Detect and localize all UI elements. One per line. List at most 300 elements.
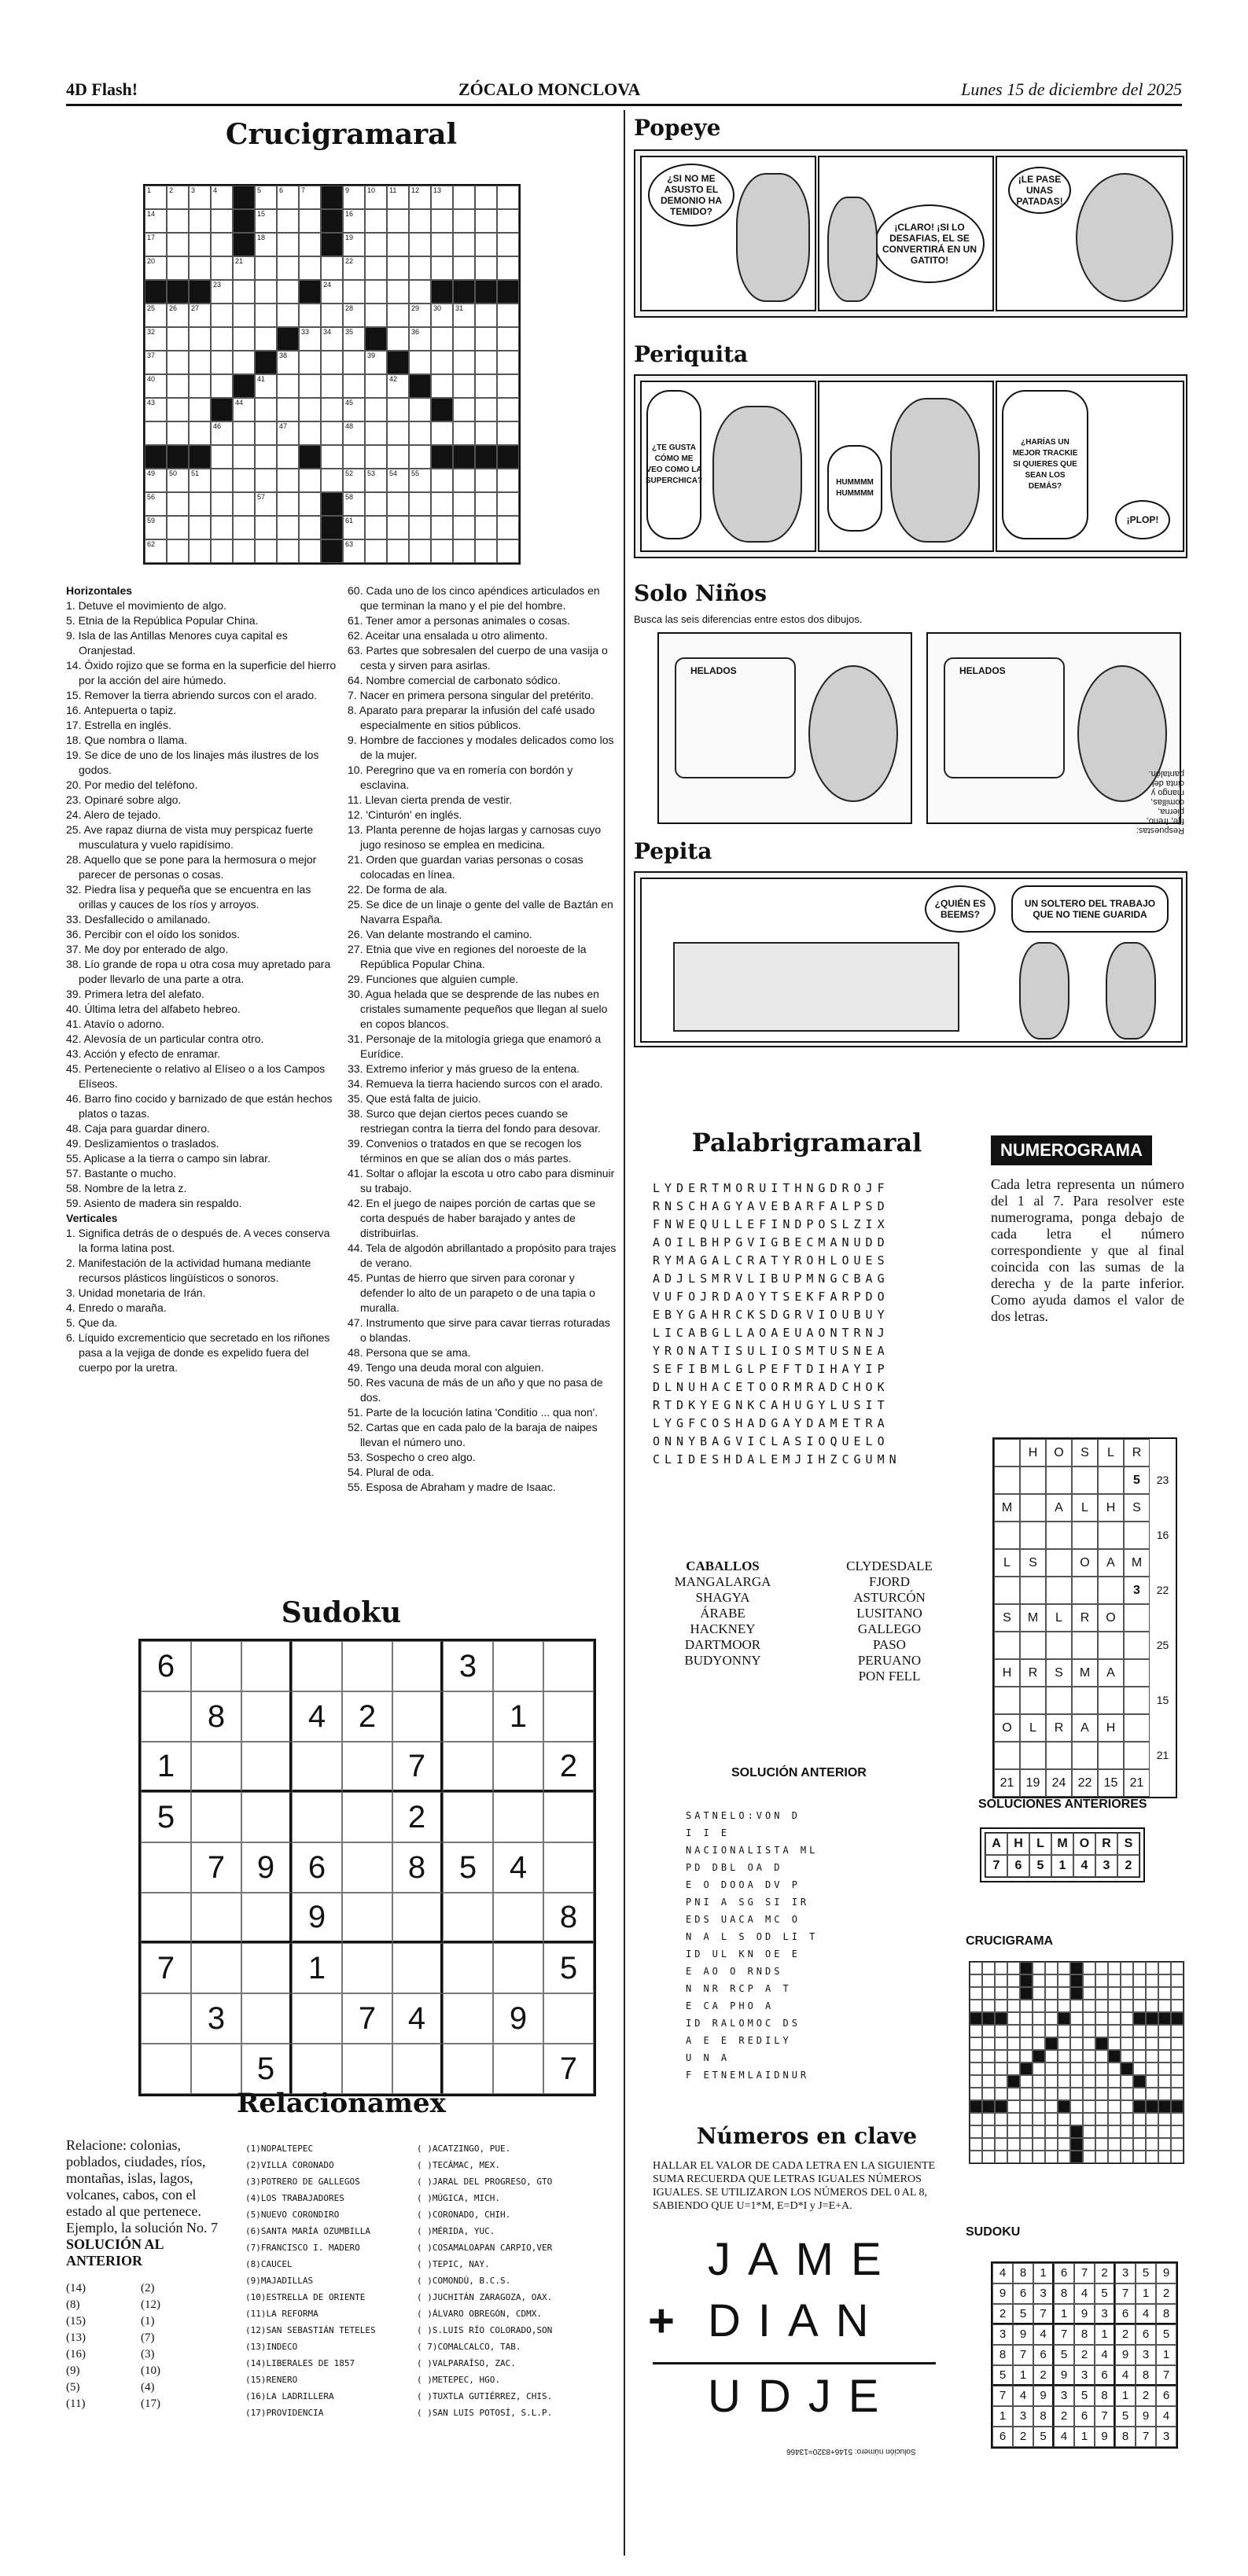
crossword-cell[interactable]	[167, 327, 189, 351]
crossword-cell[interactable]	[409, 304, 431, 327]
crossword-cell[interactable]	[167, 421, 189, 445]
crossword-cell[interactable]	[453, 186, 475, 209]
relacionamex-state[interactable]: ( )JUCHITÁN ZARAGOZA, OAX.	[417, 2292, 553, 2302]
crossword-cell[interactable]	[211, 469, 233, 492]
numerograma-cell[interactable]: M	[1124, 1549, 1150, 1577]
sudoku-cell[interactable]	[543, 1691, 594, 1742]
sudoku-cell[interactable]	[141, 1993, 191, 2044]
relacionamex-places[interactable]	[245, 2140, 376, 2421]
sudoku-cell[interactable]	[241, 1792, 292, 1842]
crossword-cell[interactable]	[145, 469, 167, 492]
crossword-cell[interactable]	[343, 539, 365, 563]
crossword-cell[interactable]	[145, 421, 167, 445]
crossword-cell[interactable]	[299, 186, 321, 209]
relacionamex-state[interactable]: ( )VALPARAÍSO, ZAC.	[417, 2358, 516, 2368]
crossword-cell[interactable]	[211, 492, 233, 516]
crossword-cell[interactable]	[189, 351, 211, 374]
sudoku-cell[interactable]	[141, 1842, 191, 1893]
crossword-cell[interactable]	[409, 186, 431, 209]
numerograma-cell[interactable]	[1072, 1522, 1098, 1549]
crossword-cell[interactable]	[211, 421, 233, 445]
sudoku-cell[interactable]	[292, 2044, 342, 2094]
sudoku-cell[interactable]	[342, 1742, 392, 1792]
relacionamex-state[interactable]: ( )MÚGICA, MICH.	[417, 2193, 500, 2203]
crossword-cell[interactable]	[233, 492, 255, 516]
crossword-cell[interactable]	[299, 516, 321, 539]
crossword-cell[interactable]	[255, 492, 277, 516]
numerograma-cell[interactable]: 3	[1124, 1577, 1150, 1604]
numerograma-cell[interactable]	[994, 1466, 1020, 1494]
crossword-cell[interactable]	[365, 469, 387, 492]
crossword-cell[interactable]	[233, 539, 255, 563]
crossword-cell[interactable]	[299, 209, 321, 233]
sudoku-cell[interactable]	[443, 1742, 493, 1792]
sudoku-cell[interactable]	[342, 2044, 392, 2094]
crossword-cell[interactable]	[167, 186, 189, 209]
wordsearch-row[interactable]: RNSCHAGYAVEBARFALPSD	[653, 1199, 889, 1213]
crossword-cell[interactable]	[211, 256, 233, 280]
relacionamex-state[interactable]: ( )TUXTLA GUTIÉRREZ, CHIS.	[417, 2391, 553, 2401]
sudoku-cell[interactable]	[342, 1893, 392, 1943]
crossword-cell[interactable]	[409, 327, 431, 351]
sudoku-cell[interactable]	[392, 1893, 443, 1943]
numerograma-cell[interactable]	[1124, 1522, 1150, 1549]
sudoku-cell[interactable]	[292, 1641, 342, 1691]
crossword-cell[interactable]	[343, 445, 365, 469]
crossword-cell[interactable]	[189, 256, 211, 280]
crossword-cell[interactable]	[145, 233, 167, 256]
crossword-cell[interactable]	[255, 516, 277, 539]
sudoku-cell[interactable]	[191, 1893, 241, 1943]
sudoku-cell[interactable]	[493, 2044, 543, 2094]
crossword-cell[interactable]	[145, 304, 167, 327]
relacionamex-state[interactable]: ( )COSAMALOAPAN CARPIO,VER	[417, 2243, 553, 2253]
crossword-cell[interactable]	[211, 186, 233, 209]
numerograma-cell[interactable]	[1072, 1687, 1098, 1714]
numerograma-cell[interactable]: O	[994, 1714, 1020, 1742]
crossword-grid[interactable]	[143, 184, 521, 565]
crossword-cell[interactable]	[277, 539, 299, 563]
numerograma-cell[interactable]	[1020, 1466, 1046, 1494]
crossword-cell[interactable]	[255, 469, 277, 492]
relacionamex-state[interactable]: ( )ÁLVARO OBREGÓN, CDMX.	[417, 2309, 542, 2319]
crossword-cell[interactable]	[321, 351, 343, 374]
crossword-cell[interactable]	[321, 421, 343, 445]
crossword-cell[interactable]	[431, 492, 453, 516]
sudoku-cell[interactable]	[543, 1842, 594, 1893]
crossword-cell[interactable]	[431, 327, 453, 351]
numerograma-cell[interactable]	[1124, 1742, 1150, 1769]
crossword-cell[interactable]	[277, 421, 299, 445]
crossword-cell[interactable]	[233, 327, 255, 351]
crossword-cell[interactable]	[365, 304, 387, 327]
numerograma-cell[interactable]	[1046, 1687, 1072, 1714]
numerograma-cell[interactable]	[994, 1439, 1020, 1466]
crossword-cell[interactable]	[453, 421, 475, 445]
crossword-cell[interactable]	[277, 233, 299, 256]
numerograma-cell[interactable]: L	[1020, 1714, 1046, 1742]
crossword-cell[interactable]	[211, 280, 233, 304]
crossword-cell[interactable]	[431, 374, 453, 398]
wordsearch-row[interactable]: DLNUHACETOORMRADCHOK	[653, 1380, 889, 1394]
numerograma-cell[interactable]: L	[1046, 1604, 1072, 1632]
crossword-cell[interactable]	[167, 233, 189, 256]
numerograma-cell[interactable]: L	[994, 1549, 1020, 1577]
crossword-cell[interactable]	[453, 327, 475, 351]
crossword-cell[interactable]	[343, 421, 365, 445]
crossword-cell[interactable]	[255, 304, 277, 327]
crossword-cell[interactable]	[497, 374, 519, 398]
crossword-cell[interactable]	[431, 469, 453, 492]
numerograma-cell[interactable]: 5	[1124, 1466, 1150, 1494]
numerograma-cell[interactable]: A	[1046, 1494, 1072, 1522]
sudoku-cell[interactable]	[241, 1691, 292, 1742]
crossword-cell[interactable]	[255, 256, 277, 280]
crossword-cell[interactable]	[387, 327, 409, 351]
crossword-cell[interactable]	[299, 398, 321, 421]
crossword-cell[interactable]	[365, 445, 387, 469]
crossword-cell[interactable]	[167, 469, 189, 492]
numerograma-cell[interactable]: R	[1072, 1604, 1098, 1632]
crossword-cell[interactable]	[167, 256, 189, 280]
crossword-cell[interactable]	[255, 186, 277, 209]
crossword-cell[interactable]	[343, 398, 365, 421]
crossword-cell[interactable]	[255, 445, 277, 469]
wordsearch-row[interactable]: EBYGAHRCKSDGRVIOUBUY	[653, 1308, 889, 1322]
crossword-cell[interactable]	[387, 209, 409, 233]
numerograma-cell[interactable]	[994, 1687, 1020, 1714]
crossword-cell[interactable]	[497, 209, 519, 233]
crossword-cell[interactable]	[145, 374, 167, 398]
crossword-cell[interactable]	[387, 421, 409, 445]
numerograma-cell[interactable]	[1124, 1659, 1150, 1687]
sudoku-cell[interactable]	[443, 1792, 493, 1842]
numerograma-cell[interactable]: O	[1098, 1604, 1124, 1632]
crossword-cell[interactable]	[277, 256, 299, 280]
crossword-cell[interactable]	[255, 327, 277, 351]
crossword-cell[interactable]	[409, 233, 431, 256]
crossword-cell[interactable]	[211, 304, 233, 327]
crossword-cell[interactable]	[497, 351, 519, 374]
crossword-cell[interactable]	[299, 304, 321, 327]
crossword-cell[interactable]	[409, 280, 431, 304]
sudoku-cell[interactable]	[392, 1691, 443, 1742]
sudoku-cell[interactable]	[443, 1943, 493, 1993]
numerograma-cell[interactable]: A	[1072, 1714, 1098, 1742]
crossword-cell[interactable]	[299, 256, 321, 280]
crossword-cell[interactable]	[189, 539, 211, 563]
crossword-cell[interactable]	[497, 327, 519, 351]
relacionamex-state[interactable]: ( )TECÁMAC, MEX.	[417, 2160, 500, 2170]
sudoku-cell[interactable]	[443, 2044, 493, 2094]
crossword-cell[interactable]	[321, 280, 343, 304]
sudoku-cell[interactable]	[241, 1993, 292, 2044]
crossword-cell[interactable]	[387, 398, 409, 421]
numerograma-cell[interactable]: H	[1020, 1439, 1046, 1466]
crossword-cell[interactable]	[211, 374, 233, 398]
crossword-cell[interactable]	[299, 351, 321, 374]
relacionamex-state[interactable]: ( )METEPEC, HGO.	[417, 2375, 500, 2385]
crossword-cell[interactable]	[343, 492, 365, 516]
crossword-cell[interactable]	[387, 280, 409, 304]
crossword-cell[interactable]	[145, 186, 167, 209]
crossword-cell[interactable]	[365, 256, 387, 280]
crossword-cell[interactable]	[475, 351, 497, 374]
sudoku-cell[interactable]	[493, 1742, 543, 1792]
crossword-cell[interactable]	[387, 233, 409, 256]
crossword-cell[interactable]	[233, 256, 255, 280]
crossword-cell[interactable]	[431, 539, 453, 563]
crossword-cell[interactable]	[167, 492, 189, 516]
numerograma-cell[interactable]	[1020, 1687, 1046, 1714]
sudoku-cell[interactable]	[443, 1893, 493, 1943]
crossword-cell[interactable]	[167, 374, 189, 398]
crossword-cell[interactable]	[497, 539, 519, 563]
crossword-cell[interactable]	[431, 186, 453, 209]
crossword-cell[interactable]	[211, 351, 233, 374]
crossword-cell[interactable]	[145, 539, 167, 563]
crossword-cell[interactable]	[189, 327, 211, 351]
crossword-cell[interactable]	[365, 516, 387, 539]
crossword-cell[interactable]	[299, 539, 321, 563]
crossword-cell[interactable]	[453, 539, 475, 563]
crossword-cell[interactable]	[431, 233, 453, 256]
numerograma-cell[interactable]	[1020, 1742, 1046, 1769]
crossword-cell[interactable]	[167, 398, 189, 421]
crossword-cell[interactable]	[453, 256, 475, 280]
crossword-cell[interactable]	[365, 351, 387, 374]
crossword-cell[interactable]	[255, 539, 277, 563]
numerograma-cell[interactable]	[1098, 1522, 1124, 1549]
numerograma-cell[interactable]: R	[1124, 1439, 1150, 1466]
crossword-cell[interactable]	[453, 351, 475, 374]
numerograma-cell[interactable]	[1098, 1466, 1124, 1494]
numerograma-cell[interactable]	[994, 1632, 1020, 1659]
crossword-cell[interactable]	[409, 421, 431, 445]
crossword-cell[interactable]	[233, 398, 255, 421]
numerograma-cell[interactable]: H	[1098, 1714, 1124, 1742]
crossword-cell[interactable]	[475, 469, 497, 492]
numerograma-cell[interactable]	[1072, 1632, 1098, 1659]
crossword-cell[interactable]	[431, 516, 453, 539]
relacionamex-state[interactable]: ( )CORONADO, CHIH.	[417, 2210, 511, 2220]
numerograma-cell[interactable]	[1020, 1494, 1046, 1522]
numerograma-cell[interactable]	[1046, 1577, 1072, 1604]
crossword-cell[interactable]	[497, 398, 519, 421]
crossword-cell[interactable]	[475, 209, 497, 233]
numerograma-cell[interactable]: R	[1020, 1659, 1046, 1687]
sudoku-cell[interactable]	[191, 1641, 241, 1691]
wordsearch-row[interactable]: YRONATISULIOSMTUSNEA	[653, 1344, 889, 1358]
crossword-cell[interactable]	[277, 280, 299, 304]
crossword-cell[interactable]	[189, 398, 211, 421]
wordsearch-row[interactable]: LYGFCOSHADGAYDAMETRA	[653, 1416, 889, 1430]
sudoku-cell[interactable]	[141, 2044, 191, 2094]
numerograma-cell[interactable]	[1046, 1522, 1072, 1549]
numerograma-cell[interactable]: H	[1098, 1494, 1124, 1522]
crossword-cell[interactable]	[145, 209, 167, 233]
sudoku-cell[interactable]	[342, 1641, 392, 1691]
numerograma-cell[interactable]	[1020, 1522, 1046, 1549]
crossword-cell[interactable]	[343, 209, 365, 233]
sudoku-cell[interactable]	[241, 1641, 292, 1691]
numerograma-cell[interactable]: M	[1072, 1659, 1098, 1687]
numerograma-cell[interactable]	[1046, 1466, 1072, 1494]
crossword-cell[interactable]	[255, 421, 277, 445]
sudoku-cell[interactable]	[141, 1691, 191, 1742]
crossword-cell[interactable]	[277, 469, 299, 492]
sudoku-cell[interactable]	[392, 1641, 443, 1691]
sudoku-cell[interactable]	[292, 1993, 342, 2044]
sudoku-cell[interactable]	[543, 1792, 594, 1842]
wordsearch-row[interactable]: LYDERTMORUITHNGDROJF	[653, 1181, 889, 1195]
crossword-cell[interactable]	[145, 256, 167, 280]
crossword-cell[interactable]	[387, 186, 409, 209]
crossword-cell[interactable]	[475, 374, 497, 398]
crossword-cell[interactable]	[167, 539, 189, 563]
crossword-cell[interactable]	[189, 421, 211, 445]
crossword-cell[interactable]	[321, 327, 343, 351]
crossword-cell[interactable]	[233, 445, 255, 469]
crossword-cell[interactable]	[343, 304, 365, 327]
crossword-cell[interactable]	[189, 374, 211, 398]
numerograma-cell[interactable]	[994, 1522, 1020, 1549]
numerograma-cell[interactable]	[1124, 1604, 1150, 1632]
sudoku-cell[interactable]	[392, 1943, 443, 1993]
crossword-cell[interactable]	[211, 516, 233, 539]
crossword-cell[interactable]	[431, 304, 453, 327]
crossword-cell[interactable]	[475, 516, 497, 539]
sudoku-cell[interactable]	[241, 1893, 292, 1943]
crossword-cell[interactable]	[409, 492, 431, 516]
crossword-cell[interactable]	[255, 374, 277, 398]
numerograma-cell[interactable]	[1124, 1714, 1150, 1742]
crossword-cell[interactable]	[255, 398, 277, 421]
crossword-cell[interactable]	[233, 421, 255, 445]
crossword-cell[interactable]	[475, 256, 497, 280]
numerograma-cell[interactable]: S	[1046, 1659, 1072, 1687]
crossword-cell[interactable]	[453, 516, 475, 539]
wordsearch-row[interactable]: LICABGLLAOAEUAONTRNJ	[653, 1326, 889, 1340]
numerograma-cell[interactable]: L	[1098, 1439, 1124, 1466]
crossword-cell[interactable]	[387, 539, 409, 563]
wordsearch-row[interactable]: ONNYBAGVICLASIOQUELO	[653, 1434, 889, 1448]
numerograma-cell[interactable]	[1046, 1632, 1072, 1659]
relacionamex-state[interactable]: ( )COMONDÚ, B.C.S.	[417, 2276, 511, 2286]
crossword-cell[interactable]	[453, 398, 475, 421]
crossword-cell[interactable]	[211, 327, 233, 351]
crossword-cell[interactable]	[277, 516, 299, 539]
crossword-cell[interactable]	[167, 209, 189, 233]
numerograma-cell[interactable]	[1020, 1577, 1046, 1604]
sudoku-cell[interactable]	[342, 1792, 392, 1842]
crossword-cell[interactable]	[233, 280, 255, 304]
crossword-cell[interactable]	[277, 492, 299, 516]
crossword-cell[interactable]	[475, 398, 497, 421]
relacionamex-state[interactable]: ( )TEPIC, NAY.	[417, 2259, 490, 2269]
crossword-cell[interactable]	[189, 186, 211, 209]
crossword-cell[interactable]	[409, 209, 431, 233]
crossword-cell[interactable]	[453, 304, 475, 327]
sudoku-cell[interactable]	[241, 1742, 292, 1792]
sudoku-cell[interactable]	[543, 1641, 594, 1691]
crossword-cell[interactable]	[299, 327, 321, 351]
crossword-cell[interactable]	[475, 304, 497, 327]
wordsearch-grid[interactable]	[653, 1179, 901, 1469]
crossword-cell[interactable]	[189, 233, 211, 256]
crossword-cell[interactable]	[167, 351, 189, 374]
crossword-cell[interactable]	[365, 492, 387, 516]
wordsearch-row[interactable]: RYMAGALCRATYROHLOUES	[653, 1253, 889, 1268]
crossword-cell[interactable]	[343, 186, 365, 209]
sudoku-cell[interactable]	[141, 1893, 191, 1943]
relacionamex-state[interactable]: ( 7)COMALCALCO, TAB.	[417, 2342, 521, 2352]
sudoku-cell[interactable]	[292, 1792, 342, 1842]
numerograma-cell[interactable]	[1046, 1742, 1072, 1769]
crossword-cell[interactable]	[431, 351, 453, 374]
crossword-cell[interactable]	[211, 445, 233, 469]
sudoku-cell[interactable]	[191, 1742, 241, 1792]
crossword-cell[interactable]	[189, 304, 211, 327]
crossword-cell[interactable]	[321, 304, 343, 327]
numerograma-cell[interactable]: O	[1072, 1549, 1098, 1577]
wordsearch-row[interactable]: RTDKYEGNKCAHUGYLUSIT	[653, 1398, 889, 1412]
crossword-cell[interactable]	[343, 256, 365, 280]
crossword-cell[interactable]	[475, 539, 497, 563]
crossword-cell[interactable]	[365, 280, 387, 304]
crossword-cell[interactable]	[365, 186, 387, 209]
numerograma-cell[interactable]: M	[1020, 1604, 1046, 1632]
crossword-cell[interactable]	[343, 469, 365, 492]
crossword-cell[interactable]	[409, 445, 431, 469]
crossword-cell[interactable]	[299, 469, 321, 492]
sudoku-grid[interactable]	[138, 1639, 596, 2096]
relacionamex-state[interactable]: ( )MÉRIDA, YUC.	[417, 2226, 495, 2236]
crossword-cell[interactable]	[475, 233, 497, 256]
crossword-cell[interactable]	[387, 492, 409, 516]
numerograma-cell[interactable]	[1098, 1577, 1124, 1604]
numerograma-cell[interactable]	[1046, 1549, 1072, 1577]
sudoku-cell[interactable]	[493, 1943, 543, 1993]
crossword-cell[interactable]	[409, 351, 431, 374]
crossword-cell[interactable]	[409, 469, 431, 492]
crossword-cell[interactable]	[299, 421, 321, 445]
numerograma-cell[interactable]: M	[994, 1494, 1020, 1522]
numerograma-cell[interactable]	[1072, 1577, 1098, 1604]
crossword-cell[interactable]	[497, 256, 519, 280]
sudoku-cell[interactable]	[292, 1742, 342, 1792]
crossword-cell[interactable]	[343, 327, 365, 351]
crossword-cell[interactable]	[365, 374, 387, 398]
crossword-cell[interactable]	[343, 516, 365, 539]
crossword-cell[interactable]	[387, 445, 409, 469]
crossword-cell[interactable]	[189, 492, 211, 516]
crossword-cell[interactable]	[233, 304, 255, 327]
crossword-cell[interactable]	[277, 398, 299, 421]
numerograma-grid[interactable]	[992, 1437, 1177, 1798]
crossword-cell[interactable]	[387, 374, 409, 398]
crossword-cell[interactable]	[299, 374, 321, 398]
crossword-cell[interactable]	[365, 398, 387, 421]
crossword-cell[interactable]	[277, 209, 299, 233]
crossword-cell[interactable]	[497, 469, 519, 492]
numerograma-cell[interactable]	[994, 1742, 1020, 1769]
wordsearch-row[interactable]: CLIDESHDALEMJIHZCGUMN	[653, 1452, 901, 1466]
numerograma-cell[interactable]	[1020, 1632, 1046, 1659]
crossword-cell[interactable]	[365, 233, 387, 256]
crossword-cell[interactable]	[387, 256, 409, 280]
crossword-cell[interactable]	[409, 398, 431, 421]
